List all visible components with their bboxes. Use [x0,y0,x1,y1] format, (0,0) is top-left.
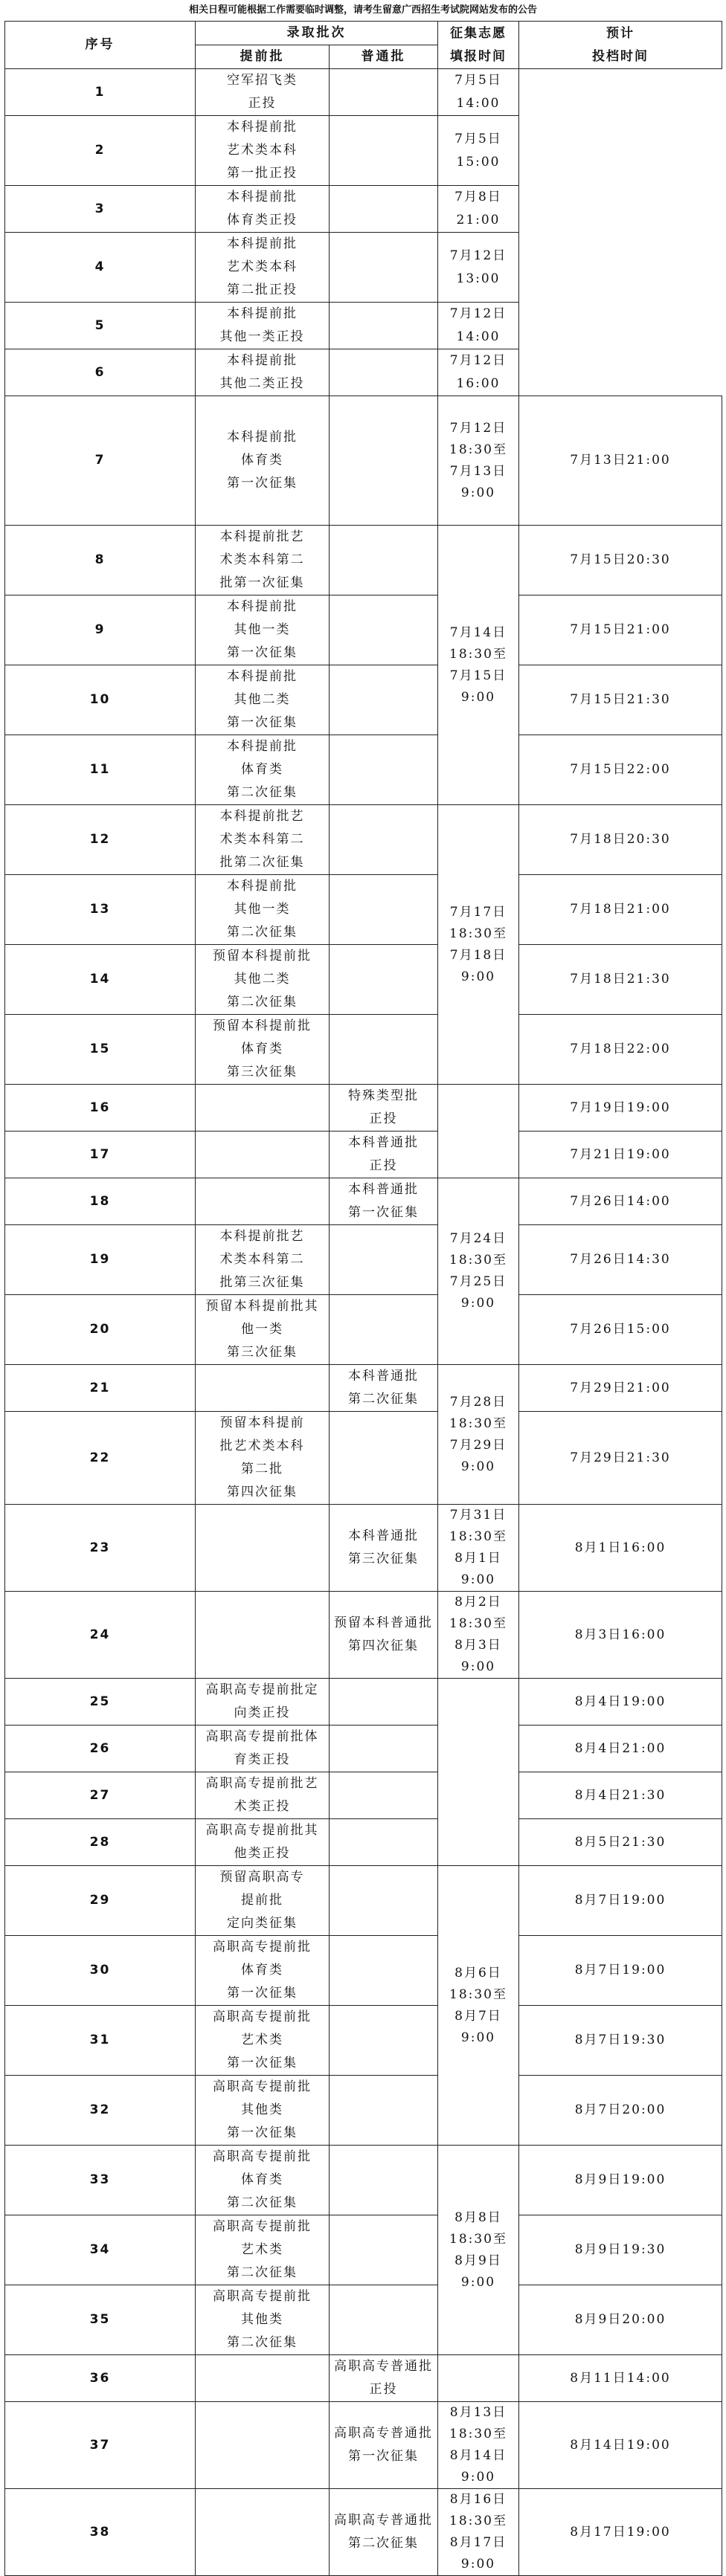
row-expected-time: 8月14日19:00 [519,2402,722,2489]
row-expected-time: 8月4日21:00 [519,1726,722,1772]
row-seq: 14 [5,945,196,1015]
table-row [5,1726,722,1772]
row-seq: 11 [5,735,196,805]
table-row [5,1592,722,1679]
row-advance-batch: 高职高专提前批 艺术类 第二次征集 [196,2215,330,2285]
row-deadline-empty [438,1085,519,1178]
row-advance-batch: 预留本科提前批其 他一类 第三次征集 [196,1295,330,1365]
row-advance-batch [196,1365,330,1412]
row-deadline-empty [438,2355,519,2402]
row-advance-batch: 高职高专提前批 艺术类 第一次征集 [196,2006,330,2076]
row-expected-time: 8月5日21:30 [519,1819,722,1866]
row-deadline: 7月17日 18:30至 7月18日 9:00 [438,805,519,1085]
row-deadline: 8月6日 18:30至 8月7日9:00 [438,1866,519,2146]
row-expected-time: 8月3日16:00 [519,1592,722,1679]
row-expected-time: 7月12日16:00 [438,349,519,396]
row-advance-batch: 高职高专提前批 其他类 第二次征集 [196,2285,330,2355]
table-row [5,1819,722,1866]
row-regular-batch [330,1936,438,2006]
table-row [5,1412,722,1505]
row-expected-time: 8月9日19:30 [519,2215,722,2285]
row-seq: 9 [5,595,196,665]
row-deadline: 7月24日 18:30至 7月25日 9:00 [438,1178,519,1365]
row-seq: 15 [5,1015,196,1085]
table-row [5,1936,722,2006]
row-seq: 8 [5,526,196,595]
row-expected-time: 8月7日19:00 [519,1936,722,2006]
row-advance-batch: 高职高专提前批 体育类 第二次征集 [196,2146,330,2215]
row-seq: 31 [5,2006,196,2076]
row-regular-batch: 本科普通批 正投 [330,1132,438,1178]
header-batch-group: 录取批次 [196,22,438,45]
schedule-body [5,69,722,2576]
row-regular-batch [330,2215,438,2285]
row-regular-batch [330,526,438,595]
row-regular-batch [330,945,438,1015]
row-seq: 16 [5,1085,196,1132]
table-row [5,2402,722,2489]
row-deadline: 7月14日 18:30至 7月15日 9:00 [438,526,519,805]
row-advance-batch: 高职高专提前批其 他类正投 [196,1819,330,1866]
row-seq: 18 [5,1178,196,1225]
table-row [5,1132,722,1178]
row-regular-batch [330,186,438,233]
row-regular-batch [330,1866,438,1936]
row-seq: 26 [5,1726,196,1772]
row-deadline: 8月13日 18:30至 8月14日 9:00 [438,2402,519,2489]
header-deadline: 征集志愿 填报时间 [438,22,519,69]
row-expected-time: 8月17日19:00 [519,2489,722,2576]
row-expected-time: 7月18日21:30 [519,945,722,1015]
row-advance-batch [196,2402,330,2489]
table-row [5,665,722,735]
table-row [5,2076,722,2146]
row-advance-batch: 空军招飞类 正投 [196,69,330,116]
row-expected-time: 7月12日13:00 [438,233,519,303]
row-expected-time: 7月15日22:00 [519,735,722,805]
row-advance-batch: 高职高专提前批体 育类正投 [196,1726,330,1772]
row-regular-batch [330,1015,438,1085]
row-seq: 22 [5,1412,196,1505]
row-advance-batch: 高职高专提前批定 向类正投 [196,1679,330,1726]
row-advance-batch: 本科提前批 其他一类 第二次征集 [196,875,330,945]
row-advance-batch: 本科提前批 艺术类本科 第一批正投 [196,116,330,186]
row-regular-batch: 本科普通批 第三次征集 [330,1505,438,1592]
row-expected-time: 7月26日14:30 [519,1225,722,1295]
row-advance-batch: 本科提前批 体育类正投 [196,186,330,233]
table-row [5,595,722,665]
row-seq: 35 [5,2285,196,2355]
row-expected-time: 7月5日15:00 [438,116,519,186]
table-row [5,1225,722,1295]
row-regular-batch [330,805,438,875]
row-seq: 20 [5,1295,196,1365]
row-seq: 33 [5,2146,196,2215]
row-expected-time: 7月15日20:30 [519,526,722,595]
row-seq: 2 [5,116,196,186]
row-advance-batch: 本科提前批 体育类 第一次征集 [196,396,330,526]
row-seq: 1 [5,69,196,116]
header-regular: 普通批 [330,45,438,69]
row-seq: 30 [5,1936,196,2006]
table-row [5,526,722,595]
row-seq: 27 [5,1772,196,1819]
row-advance-batch: 高职高专提前批 其他类 第一次征集 [196,2076,330,2146]
row-regular-batch: 本科普通批 第二次征集 [330,1365,438,1412]
table-row [5,1365,722,1412]
row-seq: 17 [5,1132,196,1178]
row-regular-batch [330,1295,438,1365]
row-expected-time: 7月18日20:30 [519,805,722,875]
row-regular-batch [330,595,438,665]
row-regular-batch [330,2076,438,2146]
row-seq: 7 [5,396,196,526]
table-row [5,396,722,526]
row-regular-batch [330,303,438,349]
row-advance-batch: 预留本科提前批 其他二类 第二次征集 [196,945,330,1015]
row-seq: 19 [5,1225,196,1295]
row-expected-time: 7月13日21:00 [519,396,722,526]
table-row [5,1772,722,1819]
row-regular-batch [330,735,438,805]
row-expected-time: 8月4日19:00 [519,1679,722,1726]
table-row [5,2285,722,2355]
row-seq: 29 [5,1866,196,1936]
table-row [5,2355,722,2402]
table-row [5,303,722,349]
row-regular-batch: 本科普通批 第一次征集 [330,1178,438,1225]
row-regular-batch [330,2006,438,2076]
row-regular-batch [330,1412,438,1505]
header-expected: 预计 投档时间 [519,22,722,69]
row-advance-batch [196,1178,330,1225]
row-advance-batch: 高职高专提前批 体育类 第一次征集 [196,1936,330,2006]
header-seq: 序号 [5,22,196,69]
table-row [5,349,722,396]
row-regular-batch [330,2285,438,2355]
row-regular-batch [330,2146,438,2215]
table-row [5,875,722,945]
row-deadline: 7月31日 18:30至 8月1日9:00 [438,1505,519,1592]
row-seq: 4 [5,233,196,303]
row-expected-time: 7月21日19:00 [519,1132,722,1178]
row-regular-batch [330,69,438,116]
table-row [5,945,722,1015]
table-row [5,116,722,186]
row-expected-time: 7月26日15:00 [519,1295,722,1365]
row-regular-batch [330,349,438,396]
row-regular-batch: 预留本科普通批 第四次征集 [330,1592,438,1679]
row-seq: 36 [5,2355,196,2402]
row-expected-time: 7月29日21:00 [519,1365,722,1412]
row-seq: 32 [5,2076,196,2146]
row-advance-batch [196,1132,330,1178]
row-advance-batch: 预留高职高专 提前批 定向类征集 [196,1866,330,1936]
row-seq: 25 [5,1679,196,1726]
row-regular-batch [330,233,438,303]
row-advance-batch: 本科提前批 其他二类 第一次征集 [196,665,330,735]
table-row [5,1178,722,1225]
row-advance-batch: 本科提前批 其他一类正投 [196,303,330,349]
row-seq: 23 [5,1505,196,1592]
table-row [5,1015,722,1085]
table-row [5,69,722,116]
row-expected-time: 7月15日21:30 [519,665,722,735]
row-advance-batch: 本科提前批艺 术类本科第二 批第一次征集 [196,526,330,595]
row-advance-batch: 预留本科提前批 体育类 第三次征集 [196,1015,330,1085]
row-regular-batch: 高职高专普通批 第二次征集 [330,2489,438,2576]
row-deadline-empty [438,1679,519,1866]
table-row [5,2215,722,2285]
table-row [5,2146,722,2215]
row-expected-time: 7月12日14:00 [438,303,519,349]
row-expected-time: 8月11日14:00 [519,2355,722,2402]
row-regular-batch: 高职高专普通批 第一次征集 [330,2402,438,2489]
row-expected-time: 8月9日20:00 [519,2285,722,2355]
table-row [5,2006,722,2076]
row-expected-time: 7月19日19:00 [519,1085,722,1132]
row-seq: 21 [5,1365,196,1412]
row-advance-batch: 本科提前批 体育类 第二次征集 [196,735,330,805]
row-advance-batch: 本科提前批 艺术类本科 第二批正投 [196,233,330,303]
row-expected-time: 8月9日19:00 [519,2146,722,2215]
table-row [5,805,722,875]
row-regular-batch: 高职高专普通批 正投 [330,2355,438,2402]
row-expected-time: 7月29日21:30 [519,1412,722,1505]
row-expected-time: 7月8日21:00 [438,186,519,233]
row-seq: 6 [5,349,196,396]
row-regular-batch [330,1726,438,1772]
row-seq: 34 [5,2215,196,2285]
row-seq: 38 [5,2489,196,2576]
row-seq: 24 [5,1592,196,1679]
page-title: 相关日程可能根据工作需要临时调整，请考生留意广西招生考试院网站发布的公告 [188,4,537,16]
row-deadline: 7月28日 18:30至 7月29日 9:00 [438,1365,519,1505]
row-advance-batch [196,2355,330,2402]
table-row [5,1295,722,1365]
table-row [5,1505,722,1592]
table-row [5,186,722,233]
row-expected-time: 8月1日16:00 [519,1505,722,1592]
row-regular-batch [330,1819,438,1866]
table-row [5,1866,722,1936]
row-advance-batch [196,1085,330,1132]
row-advance-batch: 本科提前批 其他一类 第一次征集 [196,595,330,665]
row-seq: 37 [5,2402,196,2489]
row-expected-time: 7月18日22:00 [519,1015,722,1085]
row-deadline: 8月2日 18:30至 8月3日9:00 [438,1592,519,1679]
row-advance-batch [196,2489,330,2576]
row-seq: 3 [5,186,196,233]
header-advance: 提前批 [196,45,330,69]
row-regular-batch [330,396,438,526]
row-deadline: 8月8日 18:30至 8月9日9:00 [438,2146,519,2355]
row-seq: 12 [5,805,196,875]
row-expected-time: 7月15日21:00 [519,595,722,665]
row-deadline: 8月16日 18:30至 8月17日9:00 [438,2489,519,2576]
row-seq: 5 [5,303,196,349]
row-expected-time: 7月26日14:00 [519,1178,722,1225]
row-expected-time: 8月7日20:00 [519,2076,722,2146]
row-advance-batch: 本科提前批艺 术类本科第二 批第二次征集 [196,805,330,875]
schedule-table [4,21,722,2576]
row-seq: 28 [5,1819,196,1866]
row-advance-batch: 高职高专提前批艺 术类正投 [196,1772,330,1819]
row-regular-batch [330,116,438,186]
row-advance-batch [196,1505,330,1592]
row-advance-batch: 预留本科提前 批艺术类本科 第二批 第四次征集 [196,1412,330,1505]
row-advance-batch: 本科提前批 其他二类正投 [196,349,330,396]
table-row [5,2489,722,2576]
row-regular-batch: 特殊类型批 正投 [330,1085,438,1132]
table-row [5,735,722,805]
row-expected-time: 7月5日14:00 [438,69,519,116]
row-expected-time: 8月7日19:30 [519,2006,722,2076]
row-regular-batch [330,1679,438,1726]
row-expected-time: 8月7日19:00 [519,1866,722,1936]
row-seq: 13 [5,875,196,945]
row-deadline: 7月12日 18:30至 7月13日 9:00 [438,396,519,526]
row-seq: 10 [5,665,196,735]
row-regular-batch [330,1225,438,1295]
row-regular-batch [330,665,438,735]
row-regular-batch [330,875,438,945]
row-expected-time: 8月4日21:30 [519,1772,722,1819]
row-expected-time: 7月18日21:00 [519,875,722,945]
row-advance-batch [196,1592,330,1679]
table-row [5,1679,722,1726]
row-regular-batch [330,1772,438,1819]
table-row [5,1085,722,1132]
table-row [5,233,722,303]
row-advance-batch: 本科提前批艺 术类本科第二 批第三次征集 [196,1225,330,1295]
